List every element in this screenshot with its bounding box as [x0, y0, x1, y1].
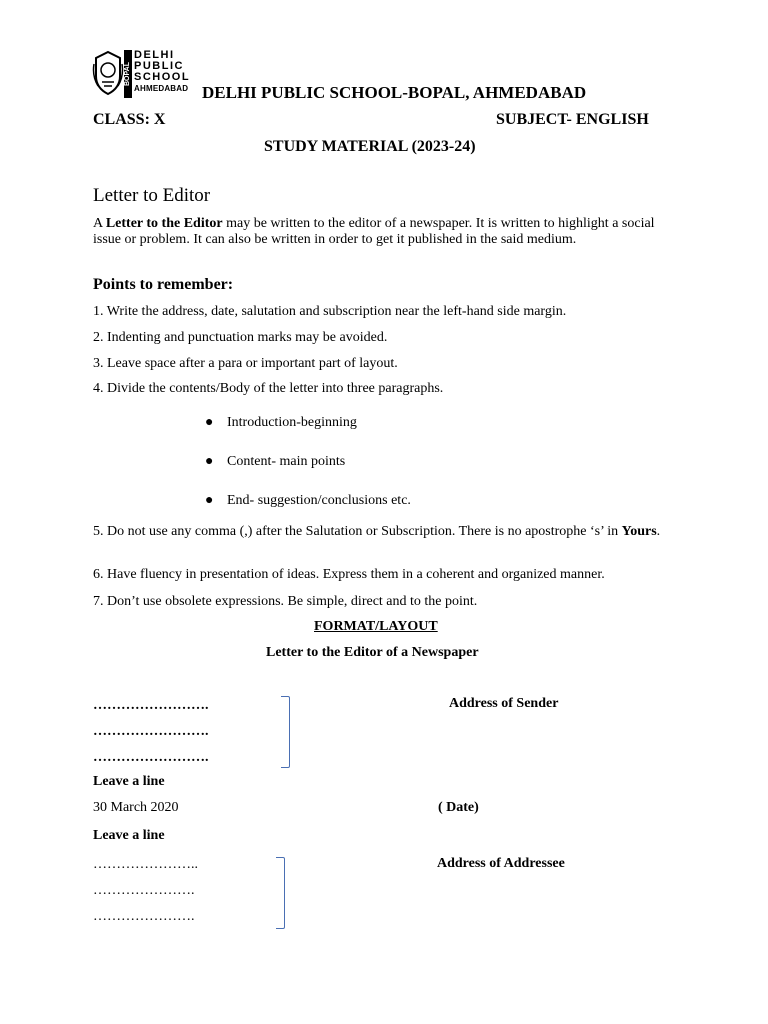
school-name: DELHI PUBLIC SCHOOL-BOPAL, AHMEDABAD [202, 83, 587, 102]
address-of-addressee-label: Address of Addressee [437, 856, 565, 871]
sender-address-line: ……………………. [93, 698, 209, 713]
intro-paragraph [93, 216, 683, 248]
point5-end: . [656, 524, 661, 539]
addressee-address-line: ………………….. [93, 857, 198, 872]
addressee-brace [276, 857, 285, 929]
point-2: 2. Indenting and punctuation marks may be avoided. [93, 330, 388, 345]
date-label: ( Date) [438, 800, 479, 815]
logo-line2: PUBLIC [134, 60, 184, 72]
logo-line4: AHMEDABAD [134, 84, 189, 93]
intro-a: A [93, 216, 106, 231]
point-3: 3. Leave space after a para or important part of layout. [93, 356, 398, 371]
logo-line1: DELHI [134, 49, 175, 61]
bullet-icon: ● [205, 454, 214, 469]
date-value: 30 March 2020 [93, 800, 179, 815]
addressee-address-line: …………………. [93, 883, 195, 898]
bullet-icon: ● [205, 415, 214, 430]
school-crest-icon [92, 48, 124, 98]
intro-rest: may be written to the editor of a newspaper. It is written to highlight a social issue or problem. It can also be written in order to get it published in the said medium. [93, 216, 655, 247]
study-material-title: STUDY MATERIAL (2023-24) [264, 138, 476, 155]
bullet-text: Introduction-beginning [227, 415, 357, 430]
leave-a-line-1: Leave a line [93, 774, 165, 789]
class-label: CLASS: X [93, 111, 166, 128]
bullet-item [205, 415, 357, 431]
logo-line3: SCHOOL [134, 71, 191, 83]
address-of-sender-label: Address of Sender [449, 696, 559, 711]
bullet-text: End- suggestion/conclusions etc. [227, 493, 411, 508]
point-7: 7. Don’t use obsolete expressions. Be simple, direct and to the point. [93, 594, 478, 609]
sender-address-line: ……………………. [93, 750, 209, 765]
bullet-text: Content- main points [227, 454, 346, 469]
intro-bold: Letter to the Editor [105, 216, 223, 231]
point-5 [93, 524, 683, 540]
subject-label: SUBJECT- ENGLISH [496, 111, 649, 128]
logo-text [134, 50, 190, 94]
bullet-icon: ● [205, 493, 214, 508]
point-1: 1. Write the address, date, salutation and subscription near the left-hand side margin. [93, 304, 567, 319]
point5-bold: Yours [621, 524, 657, 539]
page-title: Letter to Editor [93, 185, 211, 206]
bullet-item [205, 454, 345, 470]
format-heading: FORMAT/LAYOUT [314, 619, 438, 634]
sender-address-line: ……………………. [93, 724, 209, 739]
logo-vertical-text: BOPAL [124, 50, 132, 98]
points-heading: Points to remember: [93, 276, 234, 293]
sender-brace [281, 696, 290, 768]
bullet-item [205, 493, 411, 509]
addressee-address-line: …………………. [93, 909, 195, 924]
point-4: 4. Divide the contents/Body of the letter into three paragraphs. [93, 381, 444, 396]
leave-a-line-2: Leave a line [93, 828, 165, 843]
point5-text: 5. Do not use any comma (,) after the Salutation or Subscription. There is no apostrophe ‘s’ in [93, 524, 622, 539]
format-subheading: Letter to the Editor of a Newspaper [266, 645, 479, 660]
school-logo [92, 48, 191, 102]
point-6: 6. Have fluency in presentation of ideas. Express them in a coherent and organized manner. [93, 567, 605, 582]
